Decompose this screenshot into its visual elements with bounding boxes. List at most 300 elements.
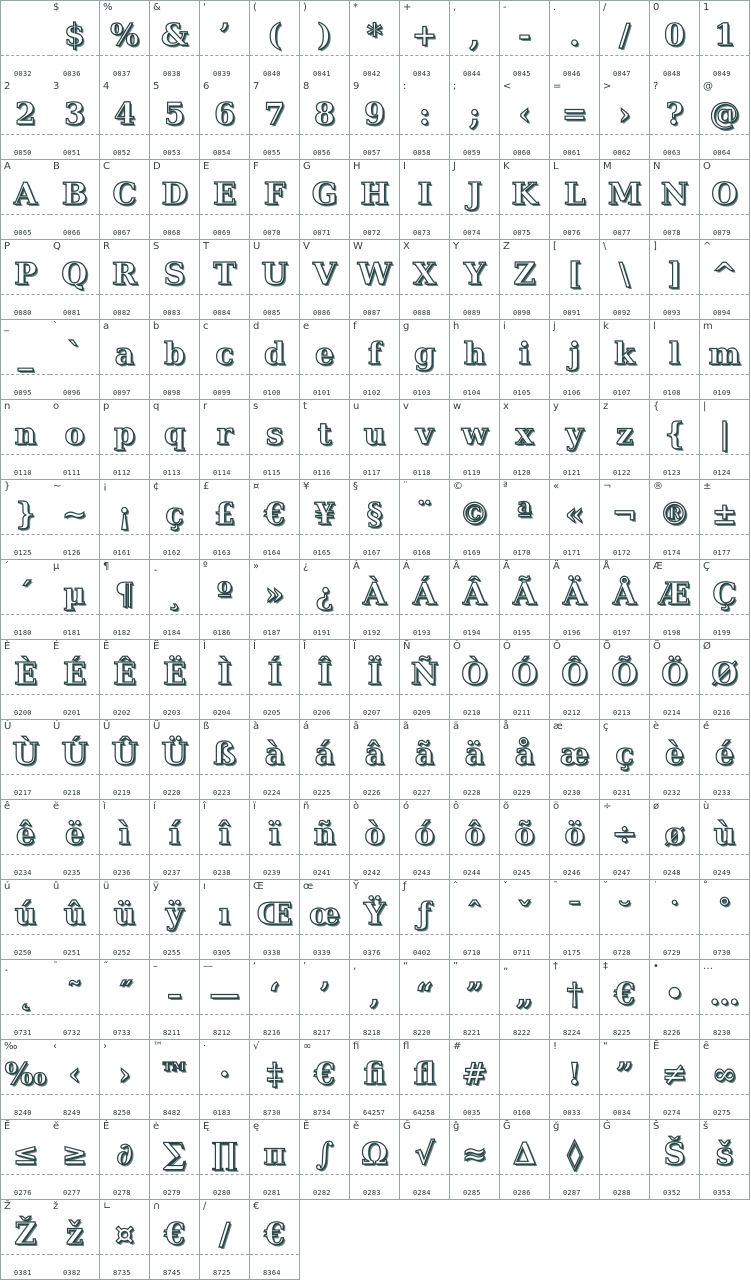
glyph-cell-sample: a <box>114 337 135 372</box>
glyph-cell-char-label: ˘ <box>603 881 608 892</box>
glyph-cell-code: 0102 <box>363 389 381 397</box>
glyph-cell <box>550 240 600 320</box>
glyph-cell-sample: ˜ <box>67 977 82 1012</box>
glyph-cell-sample: | <box>719 417 730 452</box>
glyph-cell-sample: L <box>563 177 586 212</box>
glyph-cell-char-label: € <box>253 1201 260 1212</box>
glyph-cell-sample: Ñ <box>410 657 439 692</box>
glyph-cell-baseline <box>400 374 449 375</box>
glyph-cell <box>250 960 300 1040</box>
glyph-cell-char-label: ¶ <box>103 561 110 572</box>
glyph-cell-char-label: - <box>503 2 507 13</box>
glyph-cell <box>100 1040 150 1120</box>
glyph-cell-sample: ∞ <box>712 1057 737 1092</box>
glyph-cell-sample: ~ <box>61 497 88 532</box>
glyph-cell-sample: â <box>364 737 385 772</box>
glyph-cell-baseline <box>500 1094 549 1095</box>
glyph-cell-code: 0094 <box>713 309 731 317</box>
glyph-cell-char-label: ¬ <box>603 481 612 492</box>
glyph-cell <box>150 1200 200 1280</box>
glyph-cell-baseline <box>300 55 349 56</box>
glyph-cell <box>0 720 51 800</box>
glyph-cell-code: 0035 <box>463 1109 481 1117</box>
glyph-cell-sample: U <box>261 257 288 292</box>
glyph-cell <box>150 160 200 240</box>
glyph-cell-char-label: w <box>453 401 462 412</box>
glyph-cell <box>50 80 100 160</box>
glyph-cell-baseline <box>150 134 199 135</box>
glyph-cell-char-label: O <box>703 161 711 172</box>
glyph-cell-char-label: p <box>103 401 110 412</box>
glyph-cell-baseline <box>450 1094 499 1095</box>
glyph-cell <box>250 0 300 81</box>
glyph-cell-char-label: Ê <box>103 641 110 652</box>
glyph-cell-sample: ∑ <box>163 1137 186 1172</box>
glyph-cell-baseline <box>300 294 349 295</box>
glyph-cell-char-label: # <box>453 1041 462 1052</box>
glyph-cell-sample: É <box>63 657 86 692</box>
glyph-cell-char-label: — <box>203 961 213 972</box>
glyph-cell-baseline <box>200 55 249 56</box>
glyph-cell <box>500 400 550 480</box>
glyph-cell-code: 8220 <box>413 1029 431 1037</box>
glyph-cell-code: 8221 <box>463 1029 481 1037</box>
glyph-cell <box>550 320 600 400</box>
glyph-cell-baseline <box>50 374 99 375</box>
glyph-cell-sample: ¨ <box>417 497 432 532</box>
glyph-cell-code: 64258 <box>413 1109 436 1117</box>
glyph-cell-sample: ü <box>113 897 136 932</box>
glyph-cell-char-label: 1 <box>703 2 710 13</box>
glyph-cell-code: 8211 <box>163 1029 181 1037</box>
glyph-cell-char-label: ∞ <box>303 1041 312 1052</box>
glyph-cell-baseline <box>600 1014 649 1015</box>
glyph-cell-code: 0039 <box>213 70 231 78</box>
glyph-cell-baseline <box>500 55 549 56</box>
glyph-cell-char-label: t <box>303 401 307 412</box>
glyph-cell-code: 0065 <box>14 229 32 237</box>
glyph-cell-char-label: û <box>53 881 60 892</box>
glyph-cell-baseline <box>100 294 149 295</box>
glyph-cell-char-label: Y <box>453 241 460 252</box>
glyph-cell-baseline <box>650 294 699 295</box>
glyph-cell-baseline <box>650 694 699 695</box>
glyph-cell-char-label: f <box>353 321 357 332</box>
glyph-cell-char-label: á <box>303 721 310 732</box>
glyph-cell-char-label: Õ <box>603 641 611 652</box>
glyph-cell <box>0 80 51 160</box>
glyph-cell-sample: Ô <box>561 657 588 692</box>
glyph-cell-sample: µ <box>63 577 86 612</box>
glyph-cell-code: 0126 <box>63 549 81 557</box>
glyph-cell-baseline <box>200 374 249 375</box>
glyph-cell-baseline <box>600 214 649 215</box>
glyph-cell <box>250 880 300 960</box>
glyph-cell-code: 0382 <box>63 1269 81 1277</box>
glyph-cell-sample: ’ <box>219 18 230 53</box>
glyph-cell-char-label: > <box>603 81 612 92</box>
glyph-cell-code: 0109 <box>713 389 731 397</box>
glyph-cell-char-label: Q <box>53 241 61 252</box>
glyph-cell-baseline <box>650 1094 699 1095</box>
glyph-cell-char-label: W <box>353 241 363 252</box>
glyph-cell-baseline <box>400 614 449 615</box>
glyph-cell-char-label: _ <box>4 321 9 332</box>
glyph-cell-baseline <box>150 774 199 775</box>
glyph-cell <box>500 640 550 720</box>
glyph-cell-sample: ž <box>65 1217 84 1252</box>
glyph-cell <box>200 480 250 560</box>
glyph-cell-char-label: ñ <box>303 801 310 812</box>
glyph-cell-code: 0228 <box>463 789 481 797</box>
glyph-cell-char-label: 0 <box>653 2 660 13</box>
glyph-cell-char-label: Œ <box>253 881 264 892</box>
glyph-cell-char-label: Í <box>253 641 256 652</box>
glyph-cell-sample: ˆ <box>467 897 482 932</box>
glyph-cell-sample: ^ <box>711 257 738 292</box>
glyph-cell-sample: ñ <box>313 817 336 852</box>
glyph-cell-baseline <box>600 774 649 775</box>
glyph-cell-char-label: x <box>503 401 509 412</box>
glyph-cell-sample: u <box>363 417 386 452</box>
glyph-cell-sample: 1 <box>714 18 735 53</box>
glyph-cell-baseline <box>550 454 599 455</box>
glyph-cell <box>650 1120 700 1200</box>
glyph-cell-sample: © <box>459 497 490 532</box>
glyph-cell <box>650 0 700 81</box>
glyph-cell-baseline <box>100 1014 149 1015</box>
glyph-cell-char-label: š <box>703 1121 709 1132</box>
glyph-cell-code: 0229 <box>513 789 531 797</box>
glyph-cell <box>200 0 250 81</box>
glyph-cell-code: 0193 <box>413 629 431 637</box>
glyph-cell-baseline <box>650 854 699 855</box>
glyph-cell <box>500 1120 550 1200</box>
glyph-cell-sample: ÷ <box>611 817 638 852</box>
glyph-cell-baseline <box>500 454 549 455</box>
glyph-cell-baseline <box>250 854 299 855</box>
glyph-cell <box>700 640 750 720</box>
glyph-cell-baseline <box>500 294 549 295</box>
glyph-cell-baseline <box>500 774 549 775</box>
glyph-cell-char-label: ê <box>4 801 11 812</box>
glyph-cell-code: 0183 <box>213 1109 231 1117</box>
glyph-cell-code: 0249 <box>713 869 731 877</box>
glyph-cell-code: 0402 <box>413 949 431 957</box>
glyph-cell-code: 0097 <box>113 389 131 397</box>
glyph-cell-sample: ¤ <box>114 1217 135 1252</box>
glyph-cell-char-label: Ü <box>153 721 161 732</box>
glyph-cell-sample: » <box>265 577 284 612</box>
glyph-cell-sample: q <box>164 417 185 452</box>
glyph-cell-baseline <box>650 374 699 375</box>
glyph-cell-char-label: K <box>503 161 510 172</box>
glyph-cell-sample: K <box>511 177 538 212</box>
glyph-cell-baseline <box>600 614 649 615</box>
glyph-cell <box>450 240 500 320</box>
glyph-cell <box>150 240 200 320</box>
glyph-cell-char-label: – <box>153 961 158 972</box>
glyph-cell <box>400 400 450 480</box>
glyph-cell-baseline <box>50 774 99 775</box>
glyph-cell-baseline <box>200 1014 249 1015</box>
glyph-cell-code: 8364 <box>263 1269 281 1277</box>
glyph-cell <box>300 1120 350 1200</box>
glyph-cell-char-label: õ <box>503 801 510 812</box>
glyph-cell-baseline <box>50 454 99 455</box>
glyph-cell-sample: ‘ <box>269 977 280 1012</box>
glyph-cell-code: 0280 <box>213 1189 231 1197</box>
glyph-cell-char-label: V <box>303 241 310 252</box>
glyph-cell-sample: ‡ <box>266 1057 283 1092</box>
glyph-cell-baseline <box>550 1014 599 1015</box>
glyph-cell-char-label: ∟ <box>103 1201 112 1212</box>
glyph-cell <box>450 800 500 880</box>
glyph-cell-baseline <box>550 614 599 615</box>
glyph-cell-code: 0108 <box>663 389 681 397</box>
glyph-cell <box>650 240 700 320</box>
glyph-cell-code: 0054 <box>213 149 231 157</box>
glyph-cell <box>200 160 250 240</box>
glyph-cell-code: 0112 <box>113 469 131 477</box>
glyph-cell-sample: f <box>368 337 381 372</box>
glyph-cell <box>700 400 750 480</box>
glyph-cell-baseline <box>400 854 449 855</box>
glyph-cell <box>100 320 150 400</box>
glyph-cell-char-label: Æ <box>653 561 663 572</box>
glyph-cell-baseline <box>350 534 399 535</box>
glyph-cell-code: 0732 <box>63 1029 81 1037</box>
glyph-cell <box>350 640 400 720</box>
glyph-cell-sample: G <box>311 177 338 212</box>
glyph-cell-baseline <box>100 55 149 56</box>
glyph-cell-char-label: l <box>653 321 656 332</box>
glyph-cell <box>700 240 750 320</box>
glyph-cell-baseline <box>150 55 199 56</box>
glyph-cell-char-label: © <box>453 481 463 492</box>
glyph-cell-baseline <box>150 374 199 375</box>
glyph-cell-char-label: Ë <box>153 641 160 652</box>
glyph-cell-code: 0040 <box>263 70 281 78</box>
glyph-cell <box>100 800 150 880</box>
glyph-cell-sample: O <box>711 177 738 212</box>
glyph-cell-code: 0177 <box>713 549 731 557</box>
glyph-cell-sample: ç <box>165 497 184 532</box>
glyph-cell-code: 0087 <box>363 309 381 317</box>
glyph-cell-sample: „ <box>515 977 534 1012</box>
glyph-cell-baseline <box>700 55 749 56</box>
glyph-cell-sample: P <box>14 257 37 292</box>
glyph-cell-char-label: Ö <box>653 641 661 652</box>
glyph-cell <box>500 320 550 400</box>
glyph-cell-code: 0124 <box>713 469 731 477</box>
glyph-cell-code: 0070 <box>263 229 281 237</box>
glyph-cell-sample: ( <box>267 18 282 53</box>
glyph-cell-baseline <box>550 294 599 295</box>
glyph-cell-sample: — <box>209 977 240 1012</box>
glyph-cell-char-label: § <box>353 481 358 492</box>
glyph-cell <box>650 560 700 640</box>
glyph-cell <box>350 240 400 320</box>
glyph-cell <box>550 960 600 1040</box>
glyph-cell-code: 8218 <box>363 1029 381 1037</box>
glyph-cell-sample: ÿ <box>165 897 184 932</box>
glyph-cell-char-label: a <box>103 321 110 332</box>
glyph-cell-code: 0195 <box>513 629 531 637</box>
glyph-cell-baseline <box>550 854 599 855</box>
glyph-cell-baseline <box>250 774 299 775</box>
glyph-cell-baseline <box>400 55 449 56</box>
glyph-cell-baseline <box>600 1094 649 1095</box>
glyph-cell-baseline <box>100 214 149 215</box>
glyph-cell-char-label: i <box>503 321 506 332</box>
glyph-cell-char-label: ğ <box>553 1121 560 1132</box>
glyph-cell-code: 0199 <box>713 629 731 637</box>
glyph-cell-code: 0062 <box>613 149 631 157</box>
glyph-cell-sample: ä <box>464 737 485 772</box>
glyph-cell-char-label: Ĕ <box>4 1121 11 1132</box>
glyph-cell-baseline <box>700 1174 749 1175</box>
glyph-cell-char-label: ĕ <box>53 1121 60 1132</box>
glyph-cell-char-label: í <box>153 801 156 812</box>
glyph-cell-baseline <box>650 134 699 135</box>
glyph-cell-sample: æ <box>559 737 590 772</box>
glyph-cell-sample: “ <box>415 977 434 1012</box>
glyph-cell-baseline <box>100 1094 149 1095</box>
glyph-cell-sample: Q <box>61 257 88 292</box>
glyph-cell <box>350 880 400 960</box>
glyph-cell-char-label: g <box>403 321 410 332</box>
glyph-cell-sample: È <box>14 657 37 692</box>
glyph-cell-code: 0103 <box>413 389 431 397</box>
glyph-cell-baseline <box>300 214 349 215</box>
glyph-cell-char-label: ò <box>353 801 360 812</box>
glyph-cell-baseline <box>350 55 399 56</box>
glyph-cell-sample: · <box>219 1057 230 1092</box>
glyph-cell-baseline <box>1 134 50 135</box>
glyph-cell-baseline <box>1 534 50 535</box>
glyph-cell-sample: ã <box>414 737 435 772</box>
glyph-cell-sample: @ <box>709 97 740 132</box>
glyph-cell-code: 0052 <box>113 149 131 157</box>
glyph-cell-baseline <box>550 534 599 535</box>
glyph-cell-baseline <box>350 454 399 455</box>
glyph-cell-sample: € <box>314 1057 335 1092</box>
glyph-cell-baseline <box>550 374 599 375</box>
glyph-cell-baseline <box>550 774 599 775</box>
glyph-cell-sample: ≠ <box>661 1057 688 1092</box>
glyph-cell-baseline <box>700 614 749 615</box>
glyph-cell-sample: . <box>569 18 580 53</box>
glyph-cell-code: 0110 <box>14 469 32 477</box>
glyph-cell <box>500 560 550 640</box>
glyph-cell-baseline <box>300 1174 349 1175</box>
glyph-cell <box>700 720 750 800</box>
glyph-cell <box>350 1040 400 1120</box>
glyph-cell-sample: Î <box>317 657 332 692</box>
glyph-cell <box>550 1040 600 1120</box>
glyph-cell-baseline <box>400 934 449 935</box>
glyph-cell-sample: { <box>664 417 685 452</box>
glyph-cell-sample: F <box>263 177 286 212</box>
glyph-cell-baseline <box>500 614 549 615</box>
glyph-cell-code: 8230 <box>713 1029 731 1037</box>
glyph-cell <box>50 0 100 81</box>
glyph-cell-baseline <box>1 1094 50 1095</box>
glyph-cell-sample: € <box>164 1217 185 1252</box>
glyph-cell-sample: ‚ <box>369 977 380 1012</box>
glyph-cell-baseline <box>650 534 699 535</box>
glyph-cell <box>700 80 750 160</box>
glyph-cell <box>400 640 450 720</box>
glyph-cell-code: 0091 <box>563 309 581 317</box>
glyph-cell-baseline <box>500 214 549 215</box>
glyph-cell <box>350 720 400 800</box>
glyph-cell-sample: û <box>63 897 86 932</box>
glyph-cell-sample: ó <box>414 817 435 852</box>
glyph-cell-baseline <box>550 1094 599 1095</box>
glyph-cell-sample: √ <box>414 1137 435 1172</box>
glyph-cell-code: 0106 <box>563 389 581 397</box>
glyph-cell-sample: ê <box>15 817 36 852</box>
glyph-cell-baseline <box>50 1174 99 1175</box>
glyph-cell-code: 0118 <box>413 469 431 477</box>
glyph-cell <box>50 640 100 720</box>
glyph-cell-sample: / <box>219 1217 230 1252</box>
glyph-cell-code: 0241 <box>313 869 331 877</box>
glyph-cell <box>50 800 100 880</box>
glyph-cell-sample: A <box>13 177 38 212</box>
glyph-cell-sample: N <box>660 177 689 212</box>
glyph-cell-sample: š <box>716 1137 733 1172</box>
glyph-cell-char-label: F <box>253 161 259 172</box>
glyph-cell-code: 0165 <box>313 549 331 557</box>
glyph-cell <box>150 960 200 1040</box>
glyph-cell-char-label: ø <box>653 801 660 812</box>
glyph-cell-baseline <box>650 55 699 56</box>
glyph-cell <box>100 880 150 960</box>
glyph-cell <box>550 80 600 160</box>
glyph-cell <box>600 640 650 720</box>
glyph-cell <box>650 720 700 800</box>
glyph-cell-char-label: Ē <box>653 1041 660 1052</box>
glyph-cell-code: 0122 <box>613 469 631 477</box>
glyph-cell-sample: Ü <box>161 737 188 772</box>
glyph-cell-sample: Ò <box>461 657 488 692</box>
glyph-cell-code: 0068 <box>163 229 181 237</box>
glyph-cell <box>300 320 350 400</box>
glyph-cell-sample: v <box>415 417 434 452</box>
glyph-cell-code: 0381 <box>14 1269 32 1277</box>
glyph-cell <box>550 1120 600 1200</box>
glyph-cell <box>400 80 450 160</box>
glyph-cell-char-label: / <box>603 2 607 13</box>
glyph-cell-sample: œ <box>309 897 340 932</box>
glyph-cell-char-label: Z <box>503 241 510 252</box>
glyph-cell-char-label: ¥ <box>303 481 310 492</box>
glyph-cell-baseline <box>700 134 749 135</box>
glyph-cell-baseline <box>50 55 99 56</box>
glyph-cell-code: 0282 <box>313 1189 331 1197</box>
glyph-cell <box>450 1120 500 1200</box>
glyph-cell <box>400 0 450 81</box>
glyph-cell-char-label: … <box>703 961 713 972</box>
glyph-cell-baseline <box>300 454 349 455</box>
glyph-cell-code: 0192 <box>363 629 381 637</box>
glyph-cell-char-label: ˇ <box>503 881 508 892</box>
glyph-cell <box>300 400 350 480</box>
glyph-cell <box>0 320 51 400</box>
